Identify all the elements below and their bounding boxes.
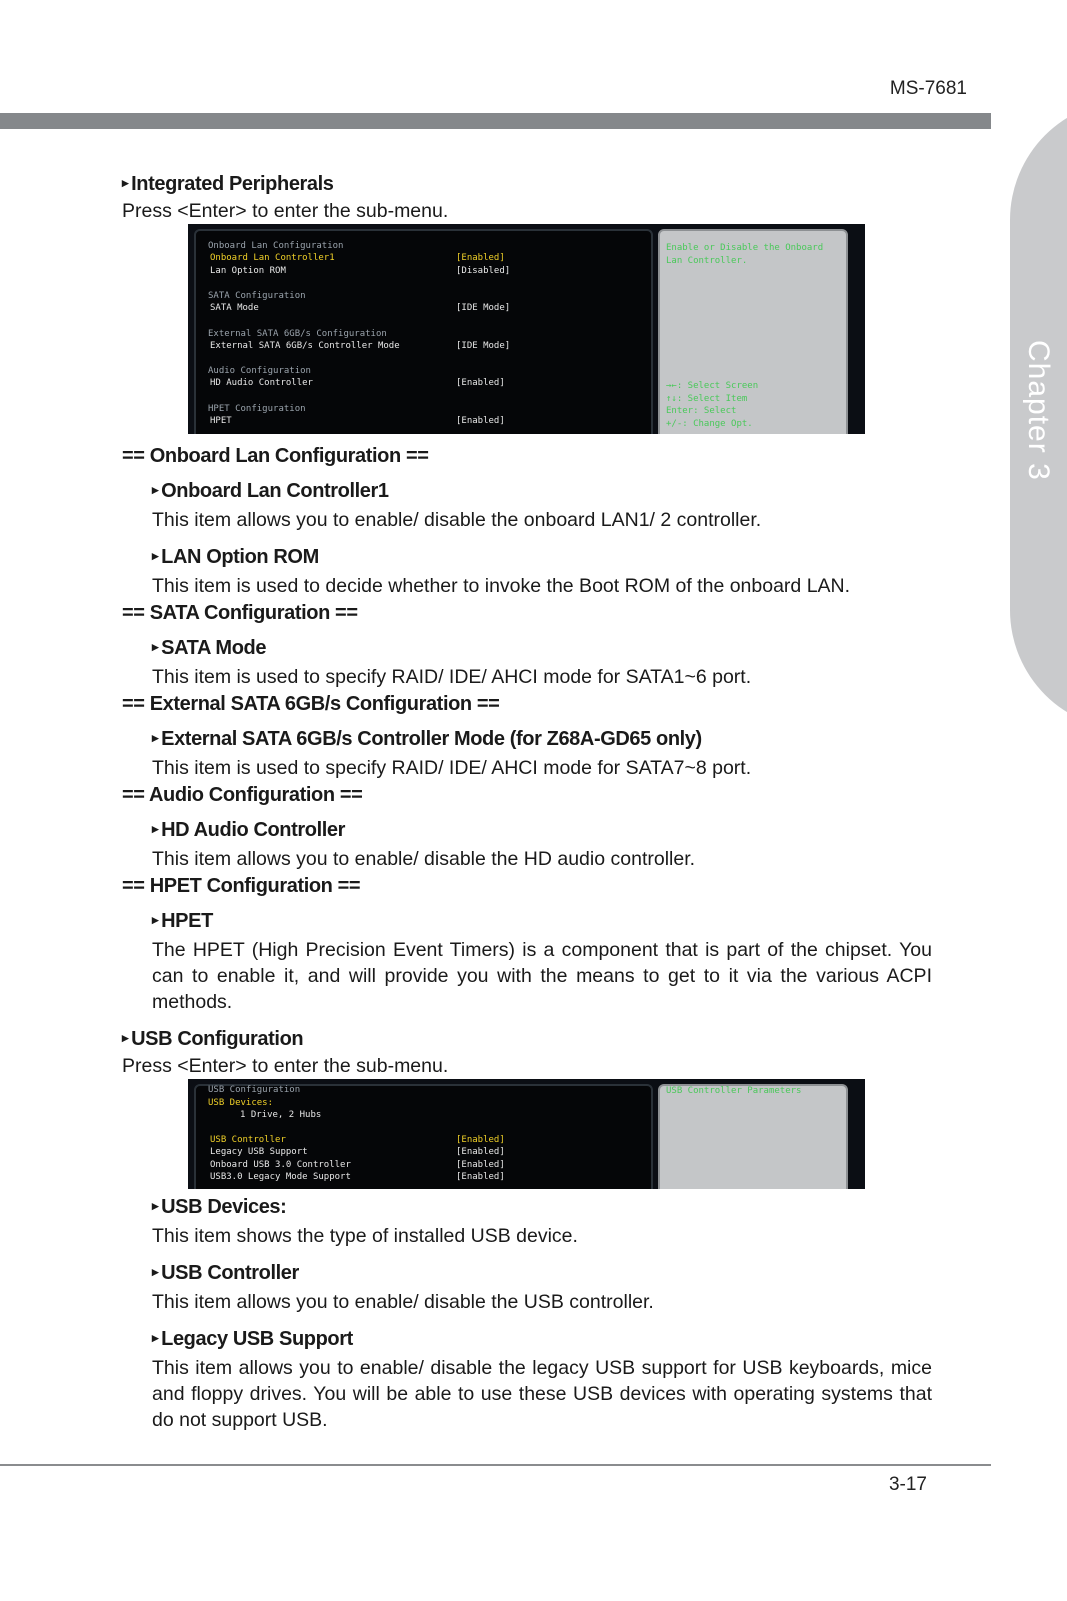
usb-title: ▸ USB Configuration [122, 1025, 952, 1053]
bios-row-label: SATA Configuration [208, 291, 306, 301]
hpet-text: The HPET (High Precision Event Timers) is a component that is part of the chipset. You can to enable it, and will provide you with the means to get to it via the various ACPI methods. [152, 939, 932, 1013]
audio-heading: == Audio Configuration == [122, 784, 363, 806]
sata-mode-title: ▸ SATA Mode [152, 634, 952, 664]
bios-row-value: [Enabled] [456, 1160, 505, 1170]
bios-row-label: USB3.0 Legacy Mode Support [210, 1172, 351, 1182]
ext-sata-heading: == External SATA 6GB/s Configuration == [122, 693, 500, 715]
bios-screen-usb [188, 1079, 865, 1189]
bios-help-text [666, 242, 823, 267]
bios-row: USB Devices: [208, 1098, 274, 1108]
bios-row-label: HD Audio Controller [210, 378, 313, 388]
bios-row-label: HPET [210, 416, 232, 426]
page-content [122, 170, 952, 1433]
bios-row-value: [Enabled] [456, 378, 505, 388]
bios-row-value: [IDE Mode] [456, 341, 511, 351]
bios-row [210, 378, 505, 388]
bios-row-value: [Enabled] [456, 253, 505, 263]
bios-row-value: [Enabled] [456, 1147, 505, 1157]
bios-help-line: Lan Controller. [666, 255, 748, 266]
sata-mode-text: This item is used to specify RAID/ IDE/ AHCI mode for SATA1~6 port. [152, 666, 752, 688]
bios-row: 1 Drive, 2 Hubs [240, 1110, 322, 1120]
bios-key-item: +/-: Change Opt. [666, 418, 753, 429]
bios-row-label: Lan Option ROM [210, 266, 286, 276]
usb-intro: Press <Enter> to enter the sub-menu. [122, 1055, 449, 1077]
bios-row [208, 366, 311, 376]
bios-row-label: Onboard USB 3.0 Controller [210, 1160, 351, 1170]
bios-help-line: Enable or Disable the Onboard [666, 243, 824, 253]
bios-row [210, 1135, 505, 1145]
hpet-heading: == HPET Configuration == [122, 875, 361, 897]
bios-key-item: →←: Select Screen [666, 381, 759, 391]
lan-heading: == Onboard Lan Configuration == [122, 445, 429, 467]
audio-title: ▸ HD Audio Controller [152, 816, 952, 846]
usb-devices-title: ▸ USB Devices: [152, 1193, 952, 1223]
bios-row-value: [Enabled] [456, 1172, 505, 1182]
legacy-usb-title: ▸ Legacy USB Support [152, 1325, 952, 1355]
bios-row-value: [Enabled] [456, 1135, 505, 1145]
bios-row [210, 416, 505, 426]
bios-row [210, 1172, 505, 1182]
bios-row [208, 291, 306, 301]
bios-screen-integrated [188, 224, 865, 434]
bios-row-label: Legacy USB Support [210, 1147, 308, 1157]
bios-row-label: Audio Configuration [208, 366, 311, 376]
lan-rom-text: This item is used to decide whether to invoke the Boot ROM of the onboard LAN. [152, 575, 851, 597]
bios-key-legend [666, 380, 758, 430]
bios-help-panel [658, 1084, 848, 1189]
header-bar [0, 113, 991, 129]
bios-help-text: USB Controller Parameters [666, 1086, 802, 1096]
hpet-title: ▸ HPET [152, 907, 952, 937]
bios-row-label: External SATA 6GB/s Controller Mode [210, 341, 400, 351]
usb-controller-text: This item allows you to enable/ disable the USB controller. [152, 1291, 654, 1313]
bios-row-label: Onboard Lan Configuration [208, 241, 344, 251]
bios-row-label: Onboard Lan Controller1 [210, 253, 335, 263]
bios-row [208, 404, 306, 414]
usb-devices-text: This item shows the type of installed USB device. [152, 1225, 578, 1247]
bios-row-label: HPET Configuration [208, 404, 306, 414]
bios-row [208, 329, 387, 339]
lan-rom-title: ▸ LAN Option ROM [152, 543, 952, 573]
bios-row [210, 253, 505, 263]
usb-controller-title: ▸ USB Controller [152, 1259, 952, 1289]
bios-row [210, 1160, 505, 1170]
bios-row [210, 266, 511, 276]
bios-row: USB Configuration [208, 1085, 301, 1095]
audio-text: This item allows you to enable/ disable the HD audio controller. [152, 848, 696, 870]
bios-row [208, 241, 343, 251]
bios-key-item: Enter: Select [666, 406, 737, 416]
bios-row-label: SATA Mode [210, 303, 259, 313]
lan-controller-text: This item allows you to enable/ disable the onboard LAN1/ 2 controller. [152, 509, 762, 531]
ext-sata-text: This item is used to specify RAID/ IDE/ AHCI mode for SATA7~8 port. [152, 757, 752, 779]
bios-row-value: [Enabled] [456, 416, 505, 426]
integrated-intro: Press <Enter> to enter the sub-menu. [122, 200, 449, 222]
bios-row-value: [Disabled] [456, 266, 511, 276]
bios-row [210, 1147, 505, 1157]
bios-row-value: [IDE Mode] [456, 303, 511, 313]
bios-row [210, 303, 511, 313]
legacy-usb-text: This item allows you to enable/ disable the legacy USB support for USB keyboards, mice and floppy drives. You will be able to use these USB devices with operating systems that do not support USB. [152, 1357, 932, 1431]
integrated-title: ▸ Integrated Peripherals [122, 170, 952, 198]
footer-rule [0, 1464, 991, 1466]
bios-row [210, 341, 511, 351]
model-number: MS-7681 [889, 78, 967, 99]
lan-controller-title: ▸ Onboard Lan Controller1 [152, 477, 952, 507]
bios-key-item: ↑↓: Select Item [666, 393, 748, 404]
chapter-label: Chapter 3 [1022, 340, 1055, 481]
page-number: 3-17 [888, 1474, 927, 1495]
bios-row-label: External SATA 6GB/s Configuration [208, 329, 387, 339]
ext-sata-title: ▸ External SATA 6GB/s Controller Mode (for Z68A-GD65 only) [152, 725, 952, 755]
sata-heading: == SATA Configuration == [122, 602, 358, 624]
bios-row-label: USB Controller [210, 1135, 286, 1145]
